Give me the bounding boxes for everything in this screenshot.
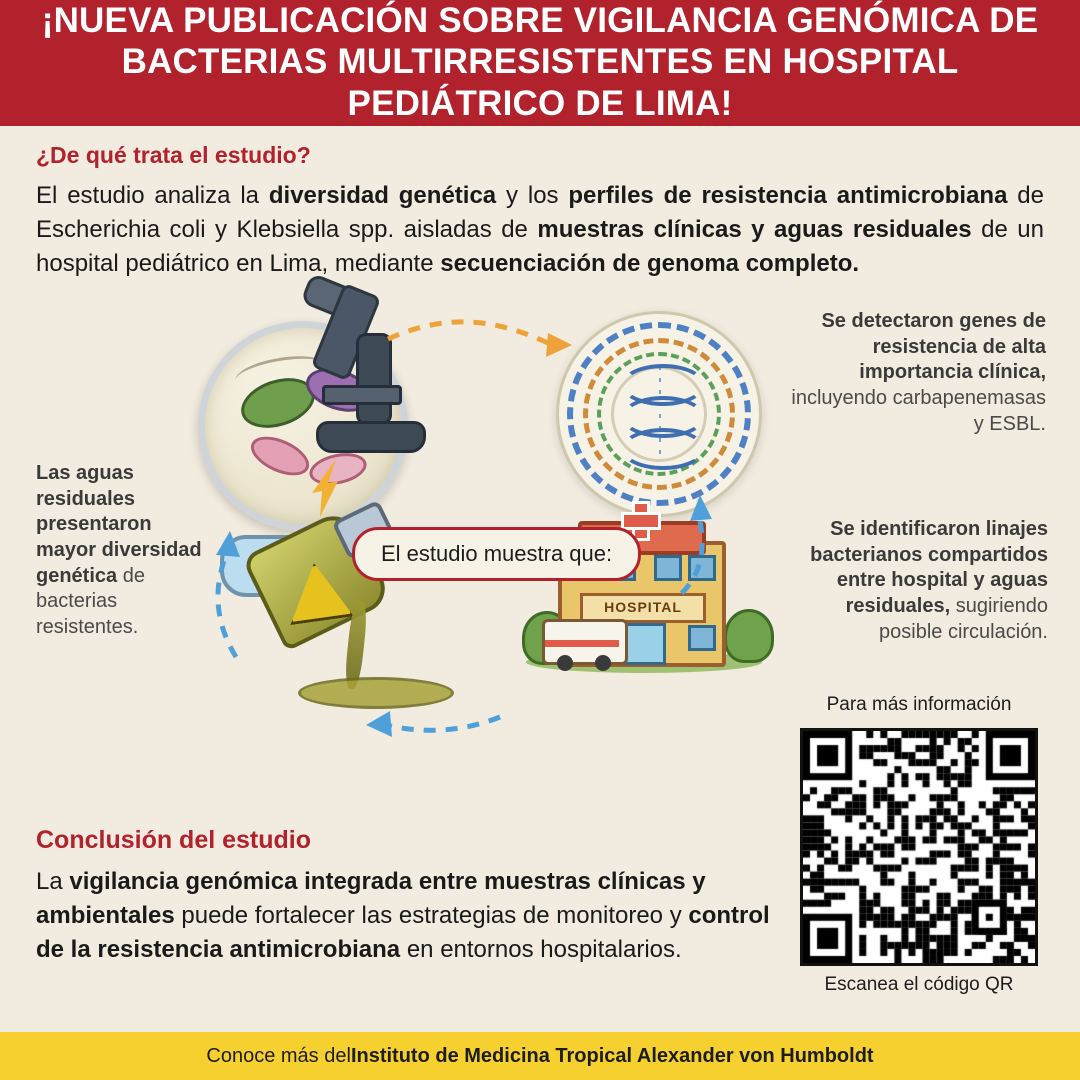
page-title: ¡NUEVA PUBLICACIÓN SOBRE VIGILANCIA GENÓMICA DE BACTERIAS MULTIRRESISTENTES EN HOSPITAL PEDIÁTRICO DE LIMA! xyxy=(41,1,1039,123)
footer-institute: Instituto de Medicina Tropical Alexander von Humboldt xyxy=(350,1044,874,1067)
hospital-sign: HOSPITAL xyxy=(580,593,706,623)
poster-header xyxy=(0,0,1080,126)
footer-prefix: Conoce más del xyxy=(206,1044,351,1067)
caption-wastewater-diversity: Las aguas residuales presentaron mayor diversidad genética de bacterias resistentes. xyxy=(36,462,202,638)
qr-code-image[interactable] xyxy=(800,728,1038,966)
qr-caption-top: Para más información xyxy=(826,694,1012,715)
caption-shared-lineages: Se identificaron linajes bacterianos compartidos entre hospital y aguas residuales, sugiriendo posible circulación. xyxy=(810,518,1048,643)
center-callout: El estudio muestra que: xyxy=(352,527,641,581)
qr-caption-bottom: Escanea el código QR xyxy=(824,974,1014,995)
poster-footer xyxy=(0,1032,1080,1080)
intro-section xyxy=(0,126,1080,281)
conclusion-paragraph: La vigilancia genómica integrada entre muestras clínicas y ambientales puede fortalecer las estrategias de monitoreo y control de la resistencia antimicrobiana en entornos hospitalarios. xyxy=(36,868,770,964)
intro-paragraph: El estudio analiza la diversidad genética y los perfiles de resistencia antimicrobiana de Escherichia coli y Klebsiella spp. aisladas de muestras clínicas y aguas residuales de un hospital pediátrico en Lima, mediante secuenciación de genoma completo. xyxy=(36,182,1044,278)
conclusion-section xyxy=(36,826,776,967)
qr-section[interactable] xyxy=(800,728,1038,996)
caption-resistance-genes: Se detectaron genes de resistencia de alta importancia clínica, incluyendo carbapenemasas y ESBL. xyxy=(791,310,1046,435)
intro-heading: ¿De qué trata el estudio? xyxy=(36,142,311,168)
conclusion-heading: Conclusión del estudio xyxy=(36,826,312,854)
